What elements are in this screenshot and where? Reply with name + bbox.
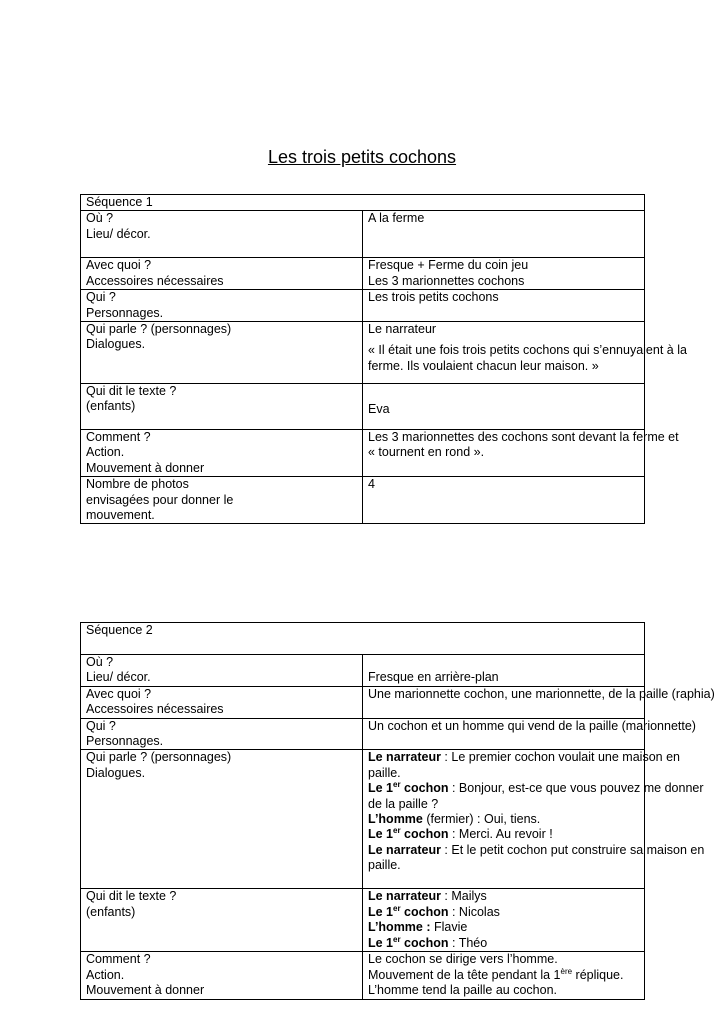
table-row	[81, 477, 645, 524]
table-row	[81, 889, 645, 952]
row-label: Qui dit le texte ? (enfants)	[81, 889, 363, 952]
sequence-1-table	[80, 194, 687, 524]
row-value: Fresque en arrière-plan	[363, 655, 645, 687]
speaker-cell: Le narrateur : Mailys Le 1er cochon : Nicolas L’homme : Flavie Le 1er cochon : Théo	[363, 889, 645, 952]
table-row	[81, 655, 645, 687]
row-label: Où ? Lieu/ décor.	[81, 211, 363, 258]
row-label: Comment ? Action. Mouvement à donner	[81, 430, 363, 477]
table-row	[81, 384, 645, 430]
row-value: Le narrateur « Il était une fois trois petits cochons qui s’ennuyaient à la ferme. Ils voulaient chacun leur maison. »	[363, 322, 645, 384]
table-row	[81, 430, 645, 477]
row-label: Qui parle ? (personnages) Dialogues.	[81, 322, 363, 384]
row-label: Qui dit le texte ? (enfants)	[81, 384, 363, 430]
row-label: Nombre de photos envisagées pour donner le mouvement.	[81, 477, 363, 524]
row-value: Une marionnette cochon, une marionnette, de la paille (raphia)	[363, 686, 645, 718]
table-row	[81, 195, 645, 211]
row-label: Avec quoi ? Accessoires nécessaires	[81, 686, 363, 718]
sequence-header: Séquence 1	[81, 195, 645, 211]
table-row	[81, 211, 645, 258]
row-value: A la ferme	[363, 211, 645, 258]
row-value: Un cochon et un homme qui vend de la paille (marionnette)	[363, 718, 645, 750]
sequence-2-table	[80, 622, 715, 1000]
row-label: Qui parle ? (personnages) Dialogues.	[81, 750, 363, 889]
row-value: 4	[363, 477, 645, 524]
row-label: Comment ? Action. Mouvement à donner	[81, 952, 363, 999]
row-label: Qui ? Personnages.	[81, 290, 363, 322]
action-cell: Le cochon se dirige vers l’homme. Mouvement de la tête pendant la 1ère réplique. L’homme tend la paille au cochon.	[363, 952, 645, 999]
table-row	[81, 750, 645, 889]
row-value: Les 3 marionnettes des cochons sont devant la ferme et « tournent en rond ».	[363, 430, 645, 477]
sequence-header: Séquence 2	[81, 623, 645, 655]
table-row	[81, 686, 645, 718]
table-row	[81, 322, 645, 384]
row-label: Où ? Lieu/ décor.	[81, 655, 363, 687]
row-label: Avec quoi ? Accessoires nécessaires	[81, 258, 363, 290]
table-row	[81, 952, 645, 999]
row-value: Eva	[363, 384, 645, 430]
table-row	[81, 718, 645, 750]
page-title: Les trois petits cochons	[267, 147, 457, 167]
table-row	[81, 623, 645, 655]
row-value: Les trois petits cochons	[363, 290, 645, 322]
row-label: Qui ? Personnages.	[81, 718, 363, 750]
row-value: Fresque + Ferme du coin jeu Les 3 marionnettes cochons	[363, 258, 645, 290]
table-row	[81, 290, 645, 322]
dialogue-cell: Le narrateur : Le premier cochon voulait une maison en paille. Le 1er cochon : Bonjour, est-ce que vous pouvez me donner de la paille ? L’homme (fermier) : Oui, tiens. Le 1er cochon : Merci. Au revoir ! Le narrateur : Et le petit cochon put construire sa maison en paille.	[363, 750, 645, 889]
table-row	[81, 258, 645, 290]
